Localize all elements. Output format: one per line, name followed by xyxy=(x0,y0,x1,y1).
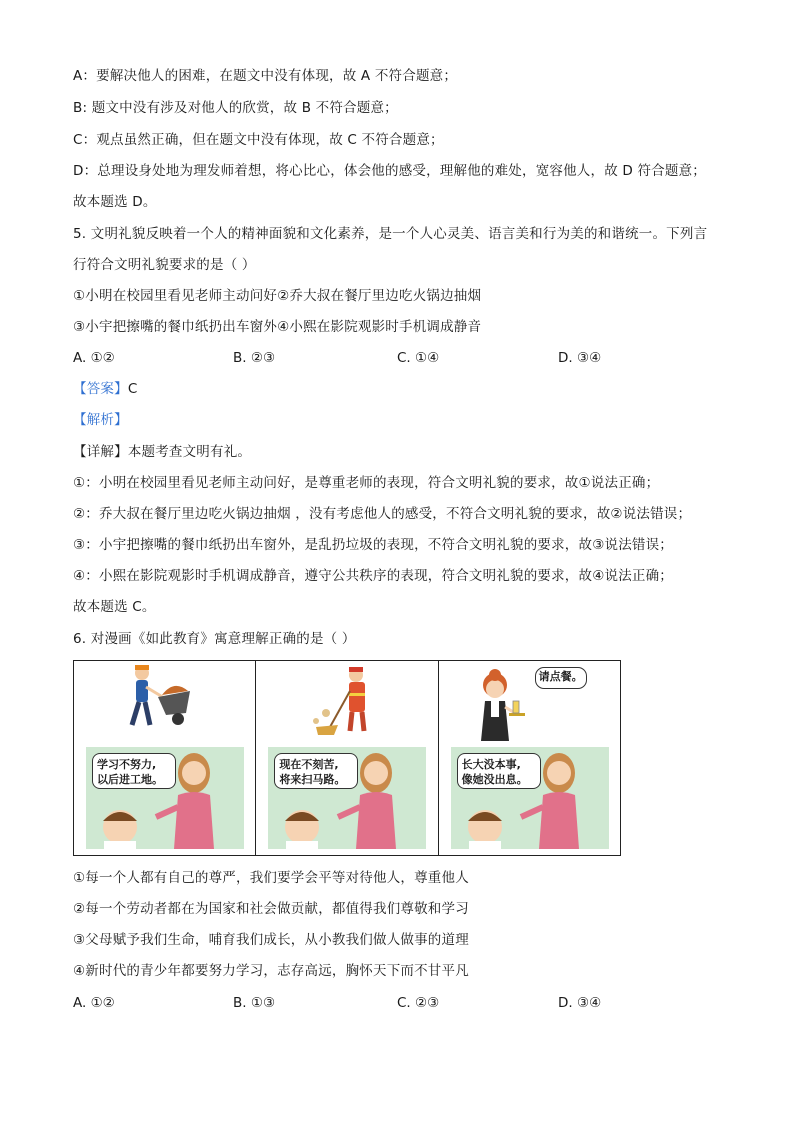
explain-4: ④：小熙在影院观影时手机调成静音，遵守公共秩序的表现，符合文明礼貌的要求，故④说法正确； xyxy=(73,568,674,584)
q5-option-d: D. ③④ xyxy=(558,350,602,366)
analysis-tag: 【解析】 xyxy=(73,412,128,428)
detail-text: 本题考查文明有礼。 xyxy=(127,444,252,460)
q6-statement-3: ③父母赋予我们生命，哺育我们成长，从小教我们做人做事的道理 xyxy=(73,932,469,948)
answer-value: C xyxy=(127,381,138,397)
comic-panel-3 xyxy=(439,661,620,855)
option-analysis-d: D：总理设身处地为理发师着想，将心比心，体会他的感受，理解他的难处，宽容他人，故 D 符合题意； xyxy=(73,163,706,179)
q6-option-d: D. ③④ xyxy=(558,995,602,1011)
mother-and-child-illustration-3 xyxy=(439,661,619,855)
explain-conclusion: 故本题选 C。 xyxy=(73,599,156,615)
option-analysis-c: C：观点虽然正确，但在题文中没有体现，故 C 不符合题意； xyxy=(73,132,444,148)
q5-statements-line2: ③小宇把擦嘴的餐巾纸扔出车窗外④小熙在影院观影时手机调成静音 xyxy=(73,319,482,335)
q6-statement-2: ②每一个劳动者都在为国家和社会做贡献，都值得我们尊敬和学习 xyxy=(73,901,469,917)
comic-strip xyxy=(73,660,621,856)
q6-option-b: B. ①③ xyxy=(233,995,276,1011)
answer-tag: 【答案】 xyxy=(73,381,128,397)
detail-line xyxy=(73,443,251,461)
answer-line xyxy=(73,380,137,398)
speech-1-line1: 学习不努力, xyxy=(97,758,157,771)
analysis-line xyxy=(73,411,128,429)
q5-option-a: A. ①② xyxy=(73,350,115,366)
q6-option-a: A. ①② xyxy=(73,995,115,1011)
q6-statement-1: ①每一个人都有自己的尊严，我们要学会平等对待他人，尊重他人 xyxy=(73,870,469,886)
q5-stem-line1: 5. 文明礼貌反映着一个人的精神面貌和文化素养，是一个人心灵美、语言美和行为美的和谐统一。下列言 xyxy=(73,226,708,242)
explain-3: ③：小宇把擦嘴的餐巾纸扔出车窗外，是乱扔垃圾的表现，不符合文明礼貌的要求，故③说法错误； xyxy=(73,537,674,553)
q6-option-c: C. ②③ xyxy=(397,995,440,1011)
q5-option-b: B. ②③ xyxy=(233,350,276,366)
q5-statements-line1: ①小明在校园里看见老师主动问好②乔大叔在餐厅里边吃火锅边抽烟 xyxy=(73,288,482,304)
comic-panel-1 xyxy=(74,661,256,855)
q6-stem: 6. 对漫画《如此教育》寓意理解正确的是（ ） xyxy=(73,631,356,647)
explain-1: ①：小明在校园里看见老师主动问好，是尊重老师的表现，符合文明礼貌的要求，故①说法正确； xyxy=(73,475,660,491)
conclusion-line: 故本题选 D。 xyxy=(73,194,157,210)
speech-2-line1: 现在不刻苦, xyxy=(279,758,339,771)
option-analysis-a: A：要解决他人的困难，在题文中没有体现，故 A 不符合题意； xyxy=(73,68,458,84)
explain-2: ②：乔大叔在餐厅里边吃火锅边抽烟 ，没有考虑他人的感受，不符合文明礼貌的要求，故②说法错误； xyxy=(73,506,692,522)
detail-tag: 【详解】 xyxy=(73,444,128,460)
mother-and-child-illustration-2 xyxy=(256,661,436,855)
order-speech-bubble: 请点餐。 xyxy=(535,667,587,689)
speech-3-line2: 像她没出息。 xyxy=(461,773,528,786)
q5-option-c: C. ①④ xyxy=(397,350,440,366)
speech-3-line1: 长大没本事, xyxy=(461,758,521,771)
mother-and-child-illustration-1 xyxy=(74,661,254,855)
comic-panel-2 xyxy=(256,661,438,855)
q6-statement-4: ④新时代的青少年都要努力学习，志存高远，胸怀天下而不甘平凡 xyxy=(73,963,469,979)
q5-stem-line2: 行符合文明礼貌要求的是（ ） xyxy=(73,257,256,273)
speech-1-line2: 以后进工地。 xyxy=(97,773,163,786)
speech-2-line2: 将来扫马路。 xyxy=(279,773,346,786)
option-analysis-b: B: 题文中没有涉及对他人的欣赏，故 B 不符合题意； xyxy=(73,100,398,116)
